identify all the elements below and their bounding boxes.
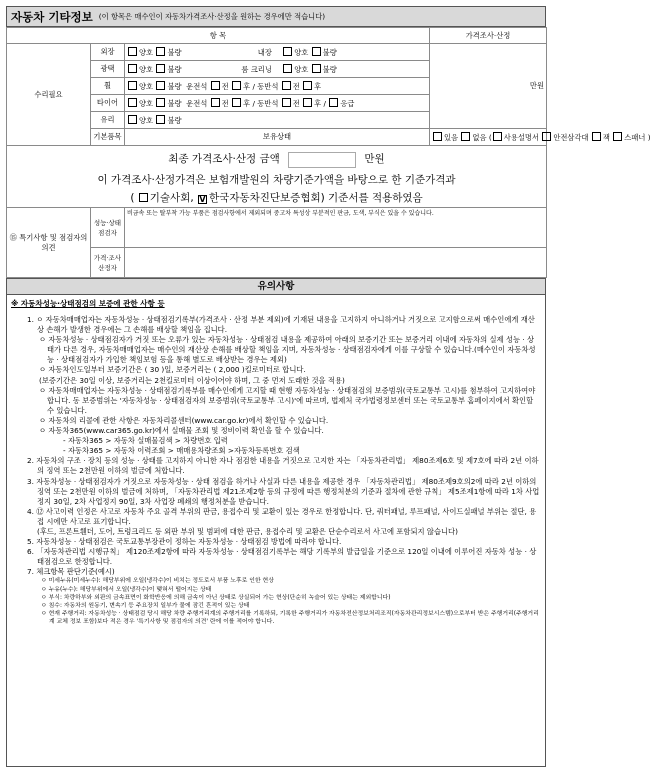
- basic-items-yes-checkbox[interactable]: [433, 132, 442, 141]
- notice-item: - 자동차365 > 자동차 실매물검색 > 차량번호 입력: [63, 436, 228, 446]
- spanner-checkbox[interactable]: [613, 132, 622, 141]
- tire-emergency-checkbox[interactable]: [329, 98, 338, 107]
- notice-item: ㅇ 미세누유(미세누수): 해당부위에 오일(냉각수)이 비치는 정도로서 부품 노후로 인한 현상: [41, 578, 274, 585]
- room-cleaning-label: 룸 크리닝: [241, 64, 272, 74]
- glass-bad-checkbox[interactable]: [156, 115, 165, 124]
- wheel-driver-rear-checkbox[interactable]: [232, 81, 241, 90]
- wheel-driver-front-checkbox[interactable]: [211, 81, 220, 90]
- notices-list: [11, 315, 541, 627]
- tire-options: 양호 불량 운전석 전 후 / 동반석 전 후 / 응급: [125, 95, 430, 112]
- tire-label: 타이어: [91, 95, 125, 112]
- final-price-input[interactable]: [288, 152, 356, 168]
- final-price-block: [7, 146, 547, 208]
- cleaning-bad-checkbox[interactable]: [312, 64, 321, 73]
- cleaning-good-checkbox[interactable]: [283, 64, 292, 73]
- notice-item: ㅇ 침수: 자동차의 원동기, 변속기 등 주요장치 일부가 물에 잠긴 흔적이 있는 상태: [41, 603, 250, 610]
- notice-item: ㅇ 자동차의 리콜에 관한 사항은 자동차리콜센터(www.car.go.kr)에서 확인할 수 있습니다.: [39, 415, 329, 425]
- basic-items-label: 기본품목: [91, 129, 125, 146]
- notices-body: [6, 295, 546, 767]
- notice-item: 7. 체크항목 판단기준(예시): [27, 567, 115, 577]
- notices-title: ※ 자동차성능·상태점검의 보증에 관한 사항 등: [11, 299, 165, 308]
- notice-item: ㅇ 자동차매매업자는 자동차성능 · 상태점검기록부를 매수인에게 고지할 때 현행 자동차성능 · 상태점검의 보증범위(국토교통부 고시)를 첨부하여 고지하여야 합니다. 동 보증범위는 '자동차성능 · 상태점검자의 보증범위(국토교통부 고시)'에 따르며, 법제처 국가법령정보센터 또는 국토교통부 홈페이지에서 확인할 수 있습니다.: [39, 385, 536, 415]
- section-title: 자동차 기타정보: [11, 9, 93, 24]
- notice-item: ㅇ 현재 주행거리: 자동차성능 · 상태점검 당시 해당 차량 주행거리계의 주행거리를 기록하되, 기록한 주행거리가 자동차전산정보처리조직(자동차관리정보시스템)으로부터 받은 주행거리(주행거리계 교체 정보 포함)보다 적은 경우 '특기사항 및 점검자의 의견' 란에 이를 적어야 합니다.: [41, 611, 539, 626]
- exterior-label: 외장: [91, 44, 125, 61]
- manual-checkbox[interactable]: [493, 132, 502, 141]
- appraiser-opinion[interactable]: [125, 248, 547, 278]
- price-column-header: 가격조사·산정: [430, 28, 547, 44]
- other-info-table: [6, 27, 651, 278]
- basic-items-options: 있음 없음 ( 사용설명서 안전삼각대 잭 스패너 ): [430, 129, 547, 146]
- wheel-bad-checkbox[interactable]: [156, 81, 165, 90]
- technician-society-checkbox[interactable]: [139, 193, 148, 202]
- notice-item: 1. ㅇ 자동차매매업자는 자동차성능 · 상태점검기록부(가격조사 · 산정 부분 제외)에 기재된 내용을 고지하지 아니하거나 거짓으로 고지함으로써 매수인에게 재산상 손해가 발생한 경우에는 그 손해를 배상할 책임을 집니다.: [27, 315, 535, 335]
- final-price-unit: 만원: [364, 152, 385, 165]
- standard-choice-line: ( 기술사회, V 한국자동차진단보증협회) 기준서를 적용하였음: [130, 191, 423, 204]
- notice-item: ㅇ 자동차인도일부터 보증기간은 ( 30 )일, 보증거리는 ( 2,000 )킬로미터로 합니다.: [39, 365, 306, 375]
- association-checkbox[interactable]: V: [199, 194, 206, 204]
- exterior-bad-checkbox[interactable]: [156, 47, 165, 56]
- section-title-bar: [6, 6, 546, 27]
- gloss-bad-checkbox[interactable]: [156, 64, 165, 73]
- tire-good-checkbox[interactable]: [128, 98, 137, 107]
- inspector-label: 성능·상태점검자: [91, 208, 125, 248]
- tire-passenger-front-checkbox[interactable]: [282, 98, 291, 107]
- gloss-cleaning-options: 양호 불량 룸 크리닝 양호 불량: [125, 61, 430, 78]
- glass-label: 유리: [91, 112, 125, 129]
- triangle-checkbox[interactable]: [542, 132, 551, 141]
- notice-item: - 자동차365 > 자동차 이력조회 > 매매용차량조회 >자동차등록번호 검색: [63, 446, 300, 456]
- jack-checkbox[interactable]: [592, 132, 601, 141]
- notices-heading: 유의사항: [6, 278, 546, 295]
- wheel-options: 양호 불량 운전석 전 후 / 동반석 전 후: [125, 78, 430, 95]
- repair-needed-label: 수리필요: [7, 44, 91, 146]
- inspection-form: [6, 6, 651, 767]
- gloss-good-checkbox[interactable]: [128, 64, 137, 73]
- section-note: (이 항목은 매수인이 자동차가격조사·산정을 원하는 경우에만 적습니다): [98, 11, 326, 21]
- glass-good-checkbox[interactable]: [128, 115, 137, 124]
- item-column-header: 항 목: [7, 28, 430, 44]
- inspector-opinion: 비금속 또는 탈부착 가능 부품은 점검사항에서 제외되며 중고차 특성상 부분적인 판금, 도색, 부식은 있을 수 있습니다.: [125, 208, 547, 248]
- repair-price-unit: 만원: [430, 44, 547, 129]
- wheel-passenger-front-checkbox[interactable]: [282, 81, 291, 90]
- tire-driver-rear-checkbox[interactable]: [232, 98, 241, 107]
- wheel-passenger-rear-checkbox[interactable]: [303, 81, 312, 90]
- appraiser-label: 가격·조사산정자: [91, 248, 125, 278]
- notice-item: (후드, 프론트휀더, 도어, 트렁크리드 등 외판 부위 및 범퍼에 대한 판금, 용접수리 및 교환은 단순수리로서 사고에 포함되지 않습니다): [37, 526, 458, 536]
- exterior-good-checkbox[interactable]: [128, 47, 137, 56]
- notice-item: ㅇ 자동차성능 · 상태점검자가 거짓 또는 오류가 있는 자동차성능 · 상태점검 내용을 제공하여 아래의 보증기간 또는 보증거리 이내에 자동차의 실제 성능 · 상태가 다른 경우, 자동차매매업자는 매수인의 재산상 손해를 배상할 책임을 지며, 자동차성능 · 상태점검자에게 이를 구상할 수 있습니다.(매수인이 자동차성능 · 상태점검자가 가입한 책임보험 등을 통해 별도로 배상받는 경우는 제외): [39, 335, 536, 365]
- interior-good-checkbox[interactable]: [283, 47, 292, 56]
- holding-status-label: 보유상태: [125, 129, 430, 146]
- interior-label: 내장: [257, 47, 272, 57]
- notice-item: (보증기간은 30일 이상, 보증거리는 2천킬로미터 이상이어야 하며, 그 중 먼저 도래한 것을 적용): [39, 375, 345, 385]
- basic-items-no-checkbox[interactable]: [461, 132, 470, 141]
- basis-line: 이 가격조사·산정가격은 보험개발원의 차량기준가액을 바탕으로 한 기준가격과: [97, 173, 456, 186]
- tire-bad-checkbox[interactable]: [156, 98, 165, 107]
- glass-options: 양호 불량: [125, 112, 430, 129]
- notice-item: ㅇ 자동차365(www.car365.go.kr)에서 실매물 조회 및 정비이력 확인을 할 수 있습니다.: [39, 426, 324, 436]
- notice-item: 3. 자동차성능 · 상태점검자가 거짓으로 자동차성능 · 상태 점검을 하거나 사실과 다른 내용을 제공한 경우 「자동차관리법」 제80조제9호의2에 따라 2년 이하의 징역 또는 2천만원 이하의 벌금에 처하며, 「자동차관리법 제21조제2항 등의 규정에 따른 행정처분의 기준과 절차에 관한 규칙」 제5조제1항에 따라 1차 사업정지 30일, 2차 사업정지 90일, 3차 사업장 폐쇄의 행정처분을 받습니다.: [27, 476, 540, 506]
- gloss-label: 광택: [91, 61, 125, 78]
- exterior-interior-options: 양호 불량 내장 양호 불량: [125, 44, 430, 61]
- notice-item: 4. ⑫ 사고이력 인정은 사고로 자동차 주요 골격 부위의 판금, 용접수리 및 교환이 있는 경우로 한정합니다. 단, 쿼터패널, 루프패널, 사이드실패널 부위는 절단, 용접 시에만 사고로 표기합니다.: [27, 506, 537, 526]
- interior-bad-checkbox[interactable]: [312, 47, 321, 56]
- tire-passenger-rear-checkbox[interactable]: [303, 98, 312, 107]
- wheel-good-checkbox[interactable]: [128, 81, 137, 90]
- notice-item: 5. 자동차성능 · 상태점검은 국토교통부장관이 정하는 자동차성능 · 상태점검 방법에 따라야 합니다.: [27, 537, 342, 547]
- notice-item: ㅇ 부식: 차량하부와 외판의 금속표면이 화학반응에 의해 금속이 아닌 상태로 상실되어 가는 현상(단순히 녹슬어 있는 상태는 제외합니다): [41, 594, 391, 601]
- notice-item: ㅇ 누유(누수): 해당부위에서 오일(냉각수)이 맺혀서 떨어지는 상태: [41, 586, 212, 593]
- special-notes-label: ⑮ 특기사항 및 점검자의 의견: [7, 208, 91, 278]
- tire-driver-front-checkbox[interactable]: [211, 98, 220, 107]
- final-price-label: 최종 가격조사·산정 금액: [168, 152, 280, 165]
- notice-item: 2. 자동차의 구조 · 장치 등의 성능 · 상태를 고지하지 아니한 자나 점검한 내용을 거짓으로 고지한 자는 「자동차관리법」 제80조제6호 및 제7호에 따라 2년 이하의 징역 또는 2천만원 이하의 벌금에 처합니다.: [27, 456, 539, 476]
- wheel-label: 휠: [91, 78, 125, 95]
- notice-item: 6. 「자동차관리법 시행규칙」 제120조제2항에 따라 자동차성능 · 상태점검기록부는 해당 기록부의 발급일을 기준으로 120일 이내에 이루어진 자동차 성능 · 상태점검으로 한정합니다.: [27, 547, 537, 567]
